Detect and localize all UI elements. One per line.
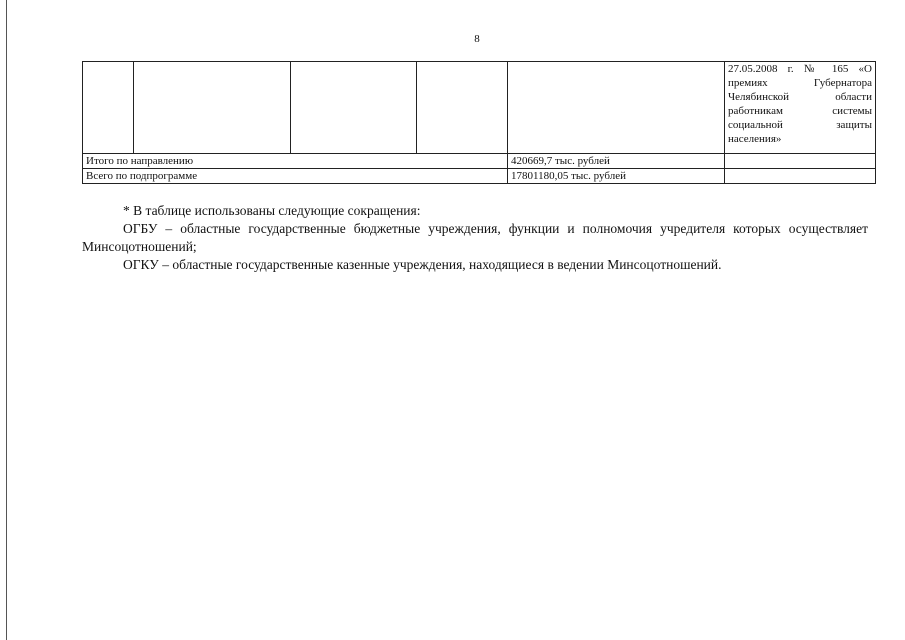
note-ogku: ОГКУ – областные государственные казенные учреждения, находящиеся в ведении Минсоцотношений.	[123, 257, 722, 272]
legal-reference-cell	[725, 62, 876, 154]
legal-reference-line: работникам системы	[728, 105, 872, 117]
budget-table	[82, 61, 876, 184]
table-cell	[725, 154, 876, 169]
total-direction-label: Итого по направлению	[83, 154, 508, 169]
table-row	[83, 62, 876, 154]
legal-reference-line: Челябинской области	[728, 91, 872, 103]
table-cell	[83, 62, 134, 154]
total-subprogram-value: 17801180,05 тыс. рублей	[508, 169, 725, 184]
abbreviations-notes	[82, 202, 868, 274]
page-left-border	[6, 0, 7, 640]
page-number: 8	[474, 33, 480, 45]
legal-reference-line: социальной защиты	[728, 119, 872, 131]
table-cell	[134, 62, 291, 154]
table-cell	[417, 62, 508, 154]
legal-reference-line: премиях Губернатора	[728, 77, 872, 89]
table-row-total-direction	[83, 154, 876, 169]
total-subprogram-label: Всего по подпрограмме	[83, 169, 508, 184]
table-cell	[508, 62, 725, 154]
table-cell	[725, 169, 876, 184]
legal-reference-line: населения»	[728, 133, 782, 145]
total-direction-value: 420669,7 тыс. рублей	[508, 154, 725, 169]
table-row-total-subprogram	[83, 169, 876, 184]
legal-reference-line: 27.05.2008 г. № 165 «О	[728, 63, 872, 75]
note-ogbu: ОГБУ – областные государственные бюджетные учреждения, функции и полномочия учредителя которых осуществляет Минсоцотношений;	[82, 221, 868, 254]
table-cell	[291, 62, 417, 154]
notes-intro: * В таблице использованы следующие сокращения:	[123, 203, 421, 218]
